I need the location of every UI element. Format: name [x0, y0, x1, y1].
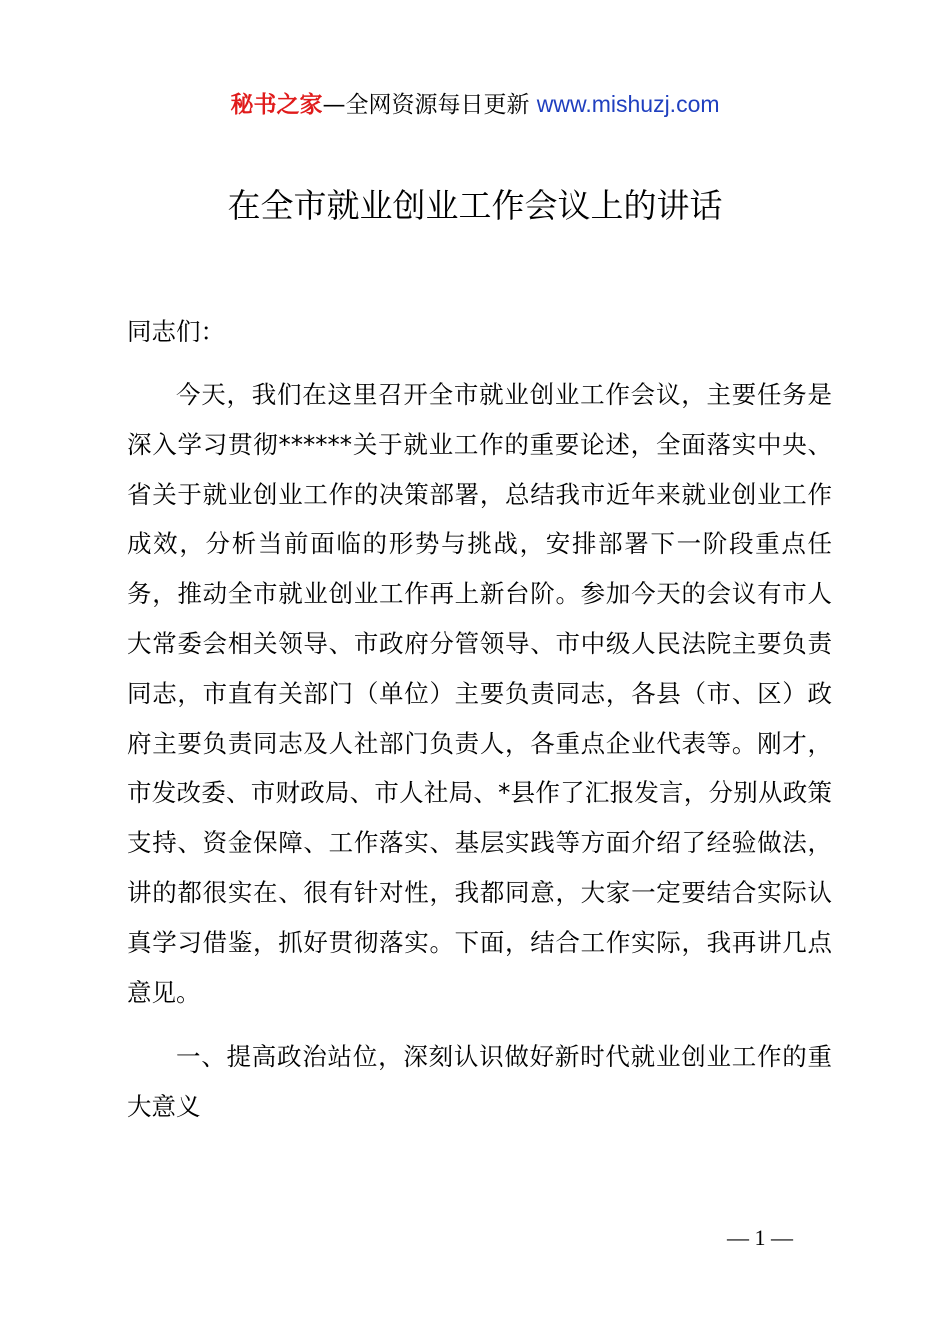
- salutation: 同志们：: [127, 317, 225, 346]
- brand-name: 秘书之家: [230, 92, 323, 118]
- header-tagline: —全网资源每日更新: [322, 92, 530, 118]
- document-title: 在全市就业创业工作会议上的讲话: [227, 186, 723, 225]
- section-heading: 一、提高政治站位，深刻认识做好新时代就业创业工作的重大意义: [127, 1042, 832, 1121]
- opening-paragraph: 今天，我们在这里召开全市就业创业工作会议，主要任务是深入学习贯彻******关于就业工作的重要论述，全面落实中央、省关于就业创业工作的决策部署，总结我市近年来就业创业工作成效，分析当前面临的形势与挑战，安排部署下一阶段重点任务，推动全市就业创业工作再上新台阶。参加今天的会议有市人大常委会相关领导、市政府分管领导、市中级人民法院主要负责同志，市直有关部门（单位）主要负责同志，各县（市、区）政府主要负责同志及人社部门负责人，各重点企业代表等。刚才，市发改委、市财政局、市人社局、*县作了汇报发言，分别从政策支持、资金保障、工作落实、基层实践等方面介绍了经验做法，讲的都很实在、很有针对性，我都同意，大家一定要结合实际认真学习借鉴，抓好贯彻落实。下面，结合工作实际，我再讲几点意见。: [127, 380, 832, 1007]
- site-header: [0, 86, 950, 123]
- site-url-link[interactable]: www.mishuzj.com: [536, 91, 720, 117]
- page-number: — 1 —: [727, 1225, 793, 1250]
